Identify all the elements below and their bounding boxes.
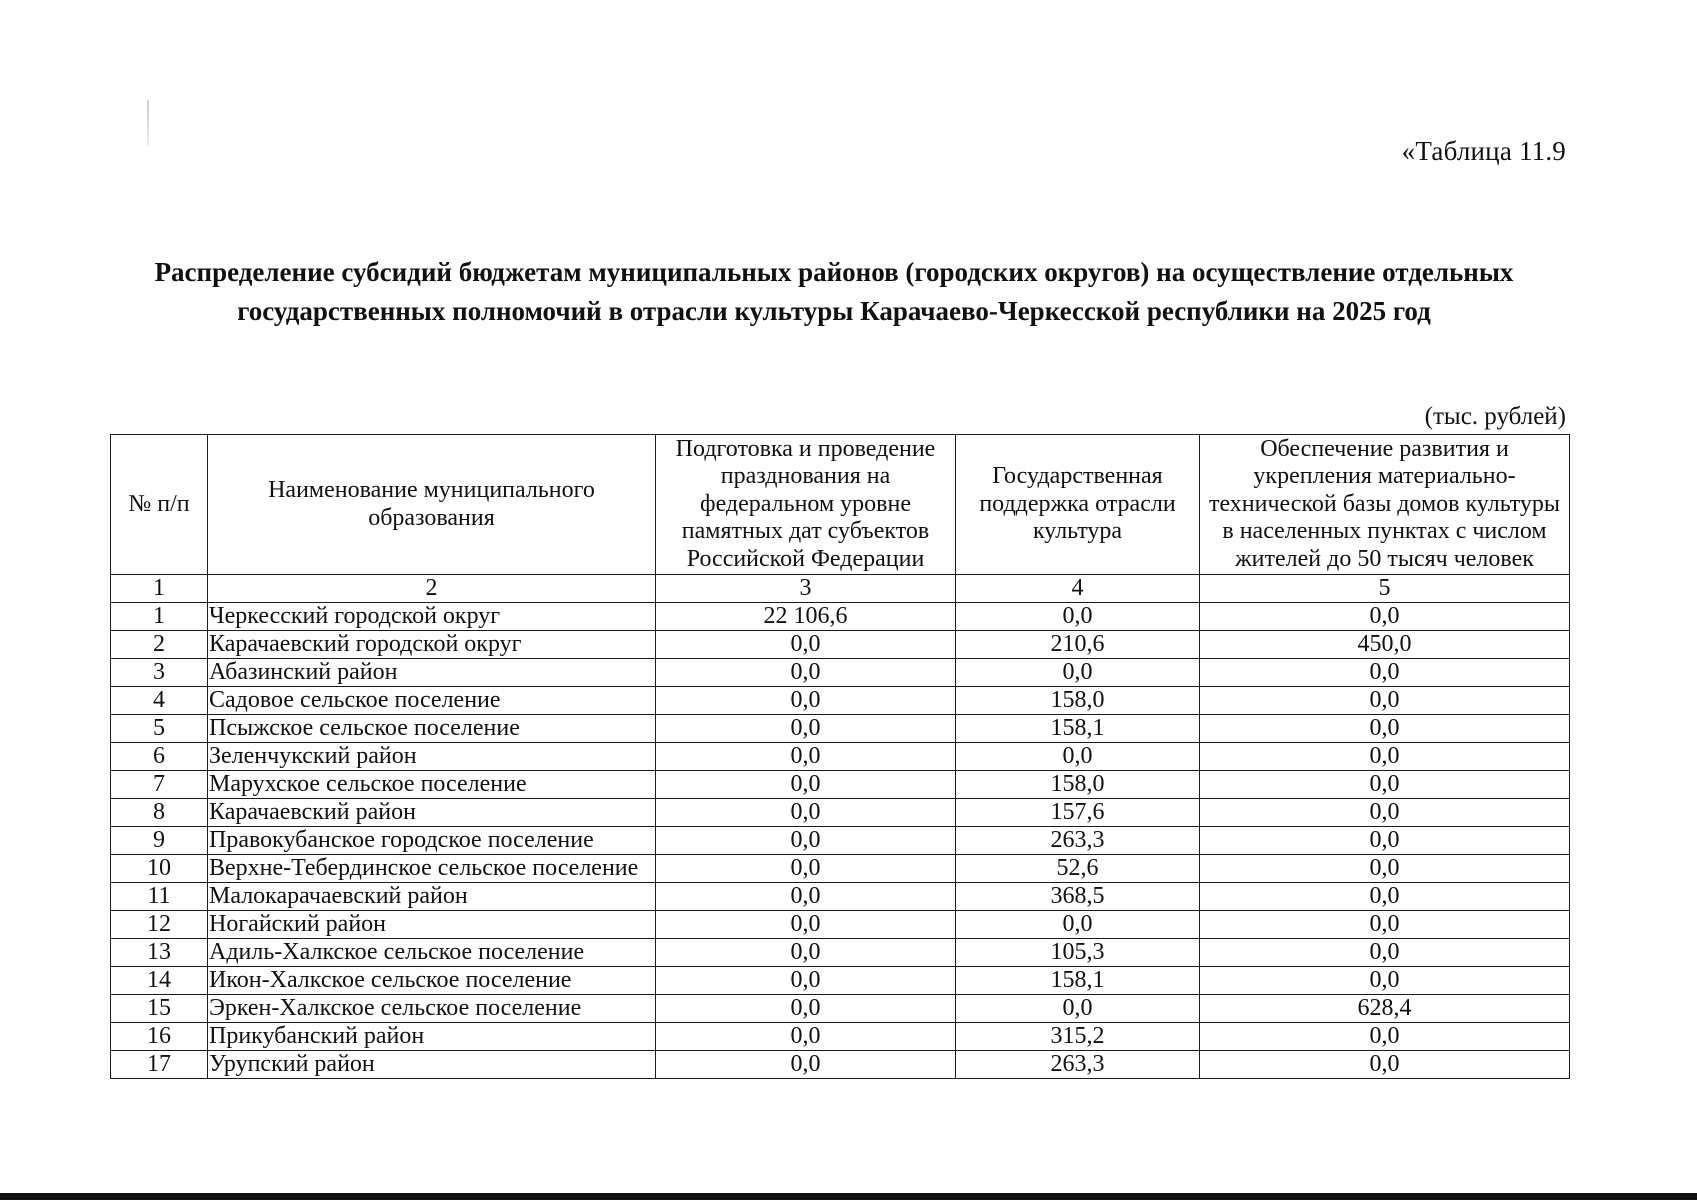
state-support-value-cell: 263,3 [956, 827, 1200, 855]
municipality-name-cell: Садовое сельское поселение [208, 687, 656, 715]
row-number-cell: 9 [111, 827, 208, 855]
row-number-cell: 7 [111, 771, 208, 799]
header-municipality: Наименование муниципального образования [208, 435, 656, 575]
state-support-value-cell: 157,6 [956, 799, 1200, 827]
state-support-value-cell: 0,0 [956, 995, 1200, 1023]
header-memorial-dates: Подготовка и проведение празднования на федеральном уровне памятных дат субъектов Российской Федерации [656, 435, 956, 575]
state-support-value-cell: 158,1 [956, 967, 1200, 995]
culture-houses-value-cell: 0,0 [1200, 771, 1570, 799]
municipality-name-cell: Абазинский район [208, 659, 656, 687]
table-row [111, 855, 1570, 883]
municipality-name-cell: Ногайский район [208, 911, 656, 939]
table-row [111, 603, 1570, 631]
row-number-cell: 15 [111, 995, 208, 1023]
municipality-name-cell: Черкесский городской округ [208, 603, 656, 631]
table-row [111, 967, 1570, 995]
culture-houses-value-cell: 0,0 [1200, 603, 1570, 631]
memorial-dates-value-cell: 0,0 [656, 1051, 956, 1079]
table-row [111, 939, 1570, 967]
table-row [111, 1051, 1570, 1079]
header-state-support: Государственная поддержка отрасли культура [956, 435, 1200, 575]
table-row [111, 743, 1570, 771]
municipality-name-cell: Марухское сельское поселение [208, 771, 656, 799]
row-number-cell: 5 [111, 715, 208, 743]
row-number-cell: 3 [111, 659, 208, 687]
row-number-cell: 13 [111, 939, 208, 967]
table-row [111, 911, 1570, 939]
memorial-dates-value-cell: 0,0 [656, 827, 956, 855]
state-support-value-cell: 0,0 [956, 743, 1200, 771]
state-support-value-cell: 158,0 [956, 687, 1200, 715]
culture-houses-value-cell: 0,0 [1200, 743, 1570, 771]
municipality-name-cell: Икон-Халкское сельское поселение [208, 967, 656, 995]
row-number-cell: 4 [111, 687, 208, 715]
culture-houses-value-cell: 0,0 [1200, 883, 1570, 911]
column-number: 4 [956, 575, 1200, 603]
memorial-dates-value-cell: 0,0 [656, 687, 956, 715]
bottom-scan-border [0, 1193, 1697, 1200]
row-number-cell: 16 [111, 1023, 208, 1051]
memorial-dates-value-cell: 0,0 [656, 715, 956, 743]
column-number-row [111, 575, 1570, 603]
municipality-name-cell: Карачаевский район [208, 799, 656, 827]
culture-houses-value-cell: 0,0 [1200, 827, 1570, 855]
state-support-value-cell: 315,2 [956, 1023, 1200, 1051]
municipality-name-cell: Карачаевский городской округ [208, 631, 656, 659]
culture-houses-value-cell: 0,0 [1200, 799, 1570, 827]
state-support-value-cell: 158,1 [956, 715, 1200, 743]
municipality-name-cell: Зеленчукский район [208, 743, 656, 771]
municipality-name-cell: Урупский район [208, 1051, 656, 1079]
state-support-value-cell: 0,0 [956, 659, 1200, 687]
row-number-cell: 17 [111, 1051, 208, 1079]
table-row [111, 771, 1570, 799]
table-row [111, 659, 1570, 687]
memorial-dates-value-cell: 0,0 [656, 799, 956, 827]
memorial-dates-value-cell: 0,0 [656, 771, 956, 799]
column-number: 1 [111, 575, 208, 603]
culture-houses-value-cell: 0,0 [1200, 967, 1570, 995]
table-body [111, 575, 1570, 1079]
municipality-name-cell: Малокарачаевский район [208, 883, 656, 911]
table-row [111, 883, 1570, 911]
row-number-cell: 8 [111, 799, 208, 827]
row-number-cell: 14 [111, 967, 208, 995]
memorial-dates-value-cell: 0,0 [656, 631, 956, 659]
state-support-value-cell: 210,6 [956, 631, 1200, 659]
row-number-cell: 12 [111, 911, 208, 939]
memorial-dates-value-cell: 0,0 [656, 883, 956, 911]
culture-houses-value-cell: 628,4 [1200, 995, 1570, 1023]
culture-houses-value-cell: 0,0 [1200, 1051, 1570, 1079]
header-row [111, 435, 1570, 575]
culture-houses-value-cell: 0,0 [1200, 1023, 1570, 1051]
column-number: 5 [1200, 575, 1570, 603]
memorial-dates-value-cell: 0,0 [656, 967, 956, 995]
culture-houses-value-cell: 0,0 [1200, 939, 1570, 967]
table-row [111, 687, 1570, 715]
memorial-dates-value-cell: 0,0 [656, 855, 956, 883]
state-support-value-cell: 158,0 [956, 771, 1200, 799]
culture-houses-value-cell: 0,0 [1200, 687, 1570, 715]
culture-houses-value-cell: 450,0 [1200, 631, 1570, 659]
memorial-dates-value-cell: 0,0 [656, 743, 956, 771]
memorial-dates-value-cell: 0,0 [656, 995, 956, 1023]
culture-houses-value-cell: 0,0 [1200, 715, 1570, 743]
municipality-name-cell: Правокубанское городское поселение [208, 827, 656, 855]
table-row [111, 631, 1570, 659]
state-support-value-cell: 368,5 [956, 883, 1200, 911]
municipality-name-cell: Прикубанский район [208, 1023, 656, 1051]
culture-houses-value-cell: 0,0 [1200, 659, 1570, 687]
row-number-cell: 1 [111, 603, 208, 631]
row-number-cell: 10 [111, 855, 208, 883]
state-support-value-cell: 263,3 [956, 1051, 1200, 1079]
document-title: Распределение субсидий бюджетам муниципальных районов (городских округов) на осуществление отдельных государственных полномочий в отрасли культуры Карачаево-Черкесской республики на 2025 год [154, 257, 1514, 326]
table-row [111, 1023, 1570, 1051]
table-reference: «Таблица 11.9 [1401, 136, 1566, 166]
municipality-name-cell: Адиль-Халкское сельское поселение [208, 939, 656, 967]
state-support-value-cell: 52,6 [956, 855, 1200, 883]
header-number: № п/п [111, 435, 208, 575]
header-culture-houses: Обеспечение развития и укрепления материально-технической базы домов культуры в населенных пунктах с числом жителей до 50 тысяч человек [1200, 435, 1570, 575]
state-support-value-cell: 105,3 [956, 939, 1200, 967]
memorial-dates-value-cell: 0,0 [656, 1023, 956, 1051]
row-number-cell: 11 [111, 883, 208, 911]
row-number-cell: 2 [111, 631, 208, 659]
margin-scan-mark [147, 100, 149, 146]
row-number-cell: 6 [111, 743, 208, 771]
table-row [111, 715, 1570, 743]
municipality-name-cell: Эркен-Халкское сельское поселение [208, 995, 656, 1023]
subsidy-table [110, 434, 1570, 1079]
municipality-name-cell: Верхне-Тебердинское сельское поселение [208, 855, 656, 883]
culture-houses-value-cell: 0,0 [1200, 855, 1570, 883]
memorial-dates-value-cell: 0,0 [656, 939, 956, 967]
memorial-dates-value-cell: 0,0 [656, 659, 956, 687]
column-number: 2 [208, 575, 656, 603]
state-support-value-cell: 0,0 [956, 911, 1200, 939]
memorial-dates-value-cell: 22 106,6 [656, 603, 956, 631]
memorial-dates-value-cell: 0,0 [656, 911, 956, 939]
culture-houses-value-cell: 0,0 [1200, 911, 1570, 939]
municipality-name-cell: Псыжское сельское поселение [208, 715, 656, 743]
state-support-value-cell: 0,0 [956, 603, 1200, 631]
column-number: 3 [656, 575, 956, 603]
table-row [111, 799, 1570, 827]
table-row [111, 995, 1570, 1023]
table-row [111, 827, 1570, 855]
units-label: (тыс. рублей) [1424, 403, 1566, 430]
